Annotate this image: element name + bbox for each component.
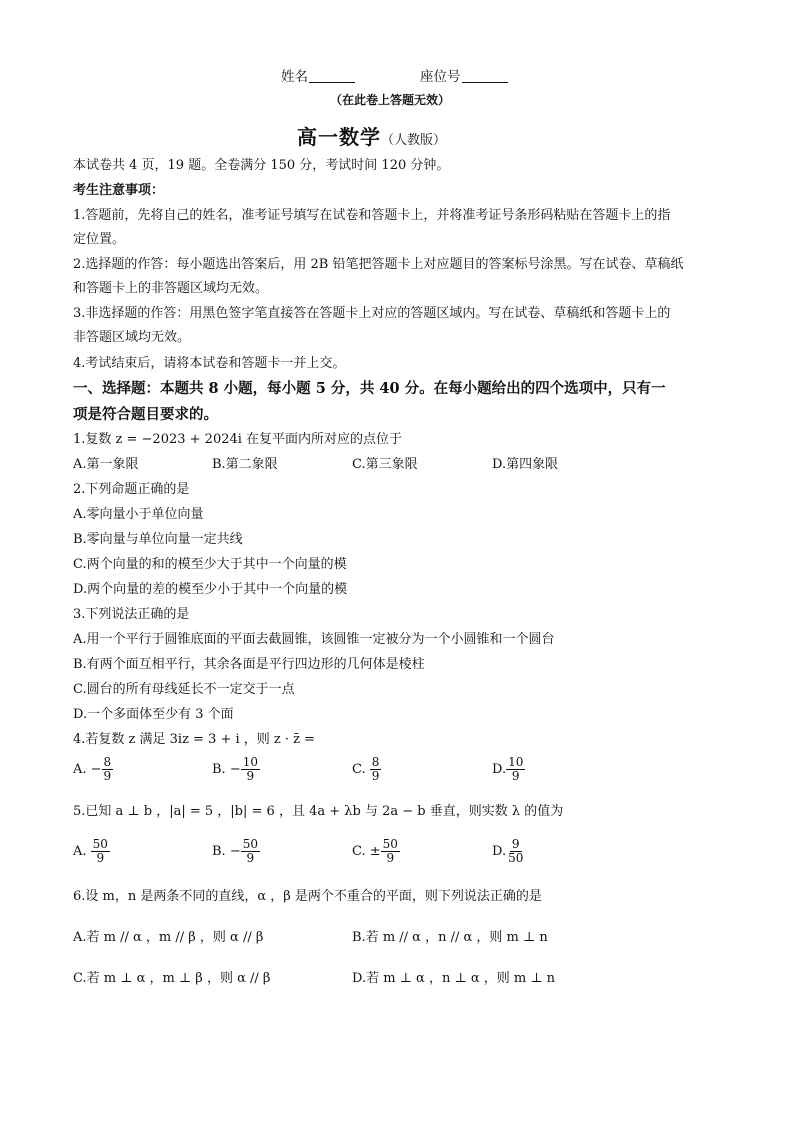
rule-2a: 2.选择题的作答：每小题选出答案后，用 2B 铅笔把答题卡上对应题目的答案标号涂黑。写在试卷、草稿纸: [73, 257, 684, 272]
seat-label: 座位号: [420, 69, 461, 85]
q5-a-prefix: A.: [73, 844, 87, 859]
q4-option-c: [352, 756, 381, 783]
page-title: [297, 121, 446, 150]
q2-option-d: D.两个向量的差的模至少小于其中一个向量的模: [73, 582, 348, 597]
q5-d-prefix: D.: [492, 844, 507, 859]
q6-option-c: C.若 m ⊥ α ，m ⊥ β ，则 α // β: [73, 971, 271, 986]
q2-stem: 2.下列命题正确的是: [73, 482, 190, 497]
q4-d-den: 9: [511, 769, 520, 783]
q2-option-c: C.两个向量的和的模至少大于其中一个向量的模: [73, 557, 347, 572]
q5-a-fraction: [91, 838, 110, 865]
q6-option-a: A.若 m // α ，m // β ，则 α // β: [73, 930, 264, 945]
q4-b-den: 9: [246, 769, 255, 783]
rule-3a: 3.非选择题的作答：用黑色签字笔直接答在答题卡上对应的答题区域内。写在试卷、草稿纸和答题卡上的: [73, 306, 671, 321]
section-heading-a: 一、选择题：本题共 8 小题，每小题 5 分，共 40 分。在每小题给出的四个选项中，只有一: [73, 380, 666, 397]
q4-b-prefix: B. −: [212, 762, 241, 777]
q4-c-den: 9: [371, 769, 380, 783]
q6-option-d: D.若 m ⊥ α ，n ⊥ α ，则 m ⊥ n: [352, 971, 556, 986]
q2-option-a: A.零向量小于单位向量: [73, 507, 204, 522]
q5-option-b: [212, 838, 260, 865]
q3-option-c: C.圆台的所有母线延长不一定交于一点: [73, 682, 295, 697]
seat-field: [420, 65, 508, 85]
q5-b-fraction: [241, 838, 260, 865]
q4-stem: 4.若复数 z 满足 3iz = 3 + i ，则 z · z̄ =: [73, 732, 316, 747]
q5-option-d: [492, 838, 525, 865]
q1-option-a: A.第一象限: [73, 457, 139, 472]
q5-c-num: 50: [382, 837, 398, 851]
q4-d-num: 10: [508, 755, 524, 769]
name-field: [281, 65, 355, 85]
q3-stem: 3.下列说法正确的是: [73, 607, 190, 622]
q4-b-fraction: [241, 756, 260, 783]
rule-4: 4.考试结束后，请将本试卷和答题卡一并上交。: [73, 356, 346, 371]
seat-blank: [462, 69, 508, 83]
q6-stem: 6.设 m，n 是两条不同的直线，α ，β 是两个不重合的平面，则下列说法正确的是: [73, 889, 542, 904]
q5-d-fraction: [506, 838, 525, 865]
q1-stem: 1.复数 z = −2023 + 2024i 在复平面内所对应的点位于: [73, 432, 403, 447]
q4-option-a: [73, 756, 113, 783]
q4-a-num: 8: [103, 755, 112, 769]
q4-option-d: [492, 756, 525, 783]
invalid-note: （在此卷上答题无效）: [330, 93, 451, 107]
name-blank: [309, 69, 355, 83]
section-heading-b: 项是符合题目要求的。: [73, 406, 218, 423]
q3-option-a: A.用一个平行于圆锥底面的平面去截圆锥，该圆锥一定被分为一个小圆锥和一个圆台: [73, 632, 555, 647]
q5-d-num: 9: [511, 837, 520, 851]
rule-1b: 定位置。: [73, 232, 126, 247]
q4-c-num: 8: [371, 755, 380, 769]
rule-2b: 和答题卡上的非答题区域均无效。: [73, 281, 269, 296]
q4-a-den: 9: [103, 769, 112, 783]
q4-d-prefix: D.: [492, 762, 507, 777]
q5-option-c: [352, 838, 400, 865]
q4-c-fraction: [370, 756, 382, 783]
edition-text: （人教版）: [381, 133, 447, 148]
q1-option-d: D.第四象限: [492, 457, 559, 472]
q5-c-den: 9: [386, 851, 395, 865]
q4-c-prefix: C.: [352, 762, 366, 777]
q4-a-prefix: A. −: [73, 762, 102, 777]
q5-a-num: 50: [92, 837, 108, 851]
rule-1a: 1.答题前，先将自己的姓名，准考证号填写在试卷和答题卡上，并将准考证号条形码粘贴在答题卡上的指: [73, 208, 671, 223]
q2-option-b: B.零向量与单位向量一定共线: [73, 532, 243, 547]
q5-option-a: [73, 838, 110, 865]
q3-option-b: B.有两个面互相平行，其余各面是平行四边形的几何体是棱柱: [73, 657, 425, 672]
q5-d-den: 50: [508, 851, 524, 865]
title-text: 高一数学: [297, 125, 381, 149]
q4-d-fraction: [506, 756, 525, 783]
q5-a-den: 9: [96, 851, 105, 865]
q6-option-b: B.若 m // α ，n // α ，则 m ⊥ n: [352, 930, 548, 945]
q5-b-prefix: B. −: [212, 844, 241, 859]
exam-info: 本试卷共 4 页，19 题。全卷满分 150 分，考试时间 120 分钟。: [73, 158, 450, 173]
q5-c-fraction: [381, 838, 400, 865]
rule-3b: 非答题区域均无效。: [73, 330, 191, 345]
q4-b-num: 10: [242, 755, 258, 769]
q1-option-b: B.第二象限: [212, 457, 278, 472]
q5-stem: 5.已知 a ⊥ b ，|a| = 5 ，|b| = 6 ，且 4a + λb 与 2a − b 垂直，则实数 λ 的值为: [73, 804, 564, 819]
name-label: 姓名: [281, 69, 308, 85]
q5-b-num: 50: [242, 837, 258, 851]
q4-option-b: [212, 756, 260, 783]
q5-b-den: 9: [246, 851, 255, 865]
q4-a-fraction: [102, 756, 114, 783]
q5-c-prefix: C. ±: [352, 844, 381, 859]
q3-option-d: D.一个多面体至少有 3 个面: [73, 707, 234, 722]
q1-option-c: C.第三象限: [352, 457, 418, 472]
notice-title: 考生注意事项：: [73, 183, 165, 198]
